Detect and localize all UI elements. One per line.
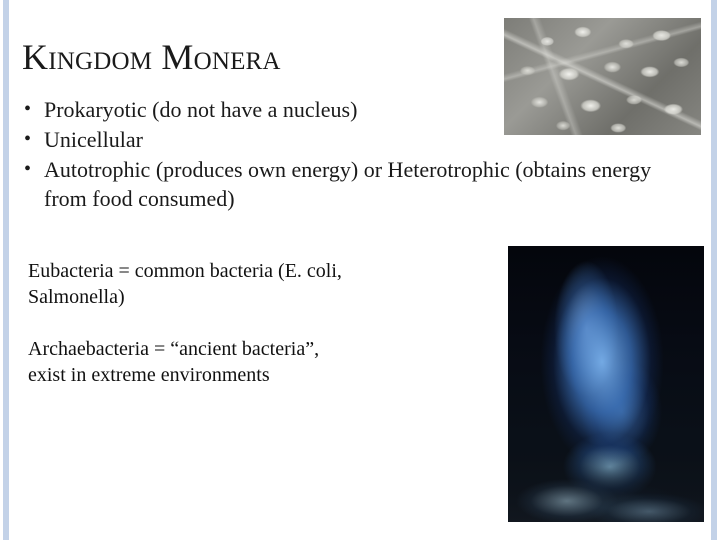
hydrothermal-vent-image [508, 246, 704, 522]
list-item [24, 155, 684, 213]
body-paragraph-eubacteria: Eubacteria = common bacteria (E. coli, Salmonella) [28, 260, 342, 308]
list-item-label: Autotrophic (produces own energy) or Heterotrophic (obtains energy from food consumed) [44, 157, 652, 211]
page-title: Kingdom Monera [22, 37, 281, 77]
body-paragraph-archaebacteria: Archaebacteria = “ancient bacteria”, exist in extreme environments [28, 338, 320, 386]
bacteria-rods-texture [504, 18, 701, 135]
list-item-label: Unicellular [44, 127, 143, 152]
bacteria-micrograph-image [504, 18, 701, 135]
body-text-block [28, 258, 358, 388]
bullet-icon: • [24, 98, 32, 120]
bullet-icon: • [24, 128, 32, 150]
left-decorative-band [0, 0, 14, 540]
list-item-label: Prokaryotic (do not have a nucleus) [44, 97, 358, 122]
right-decorative-band [706, 0, 720, 540]
bullet-icon: • [24, 158, 32, 180]
vent-rock-base [508, 452, 704, 522]
